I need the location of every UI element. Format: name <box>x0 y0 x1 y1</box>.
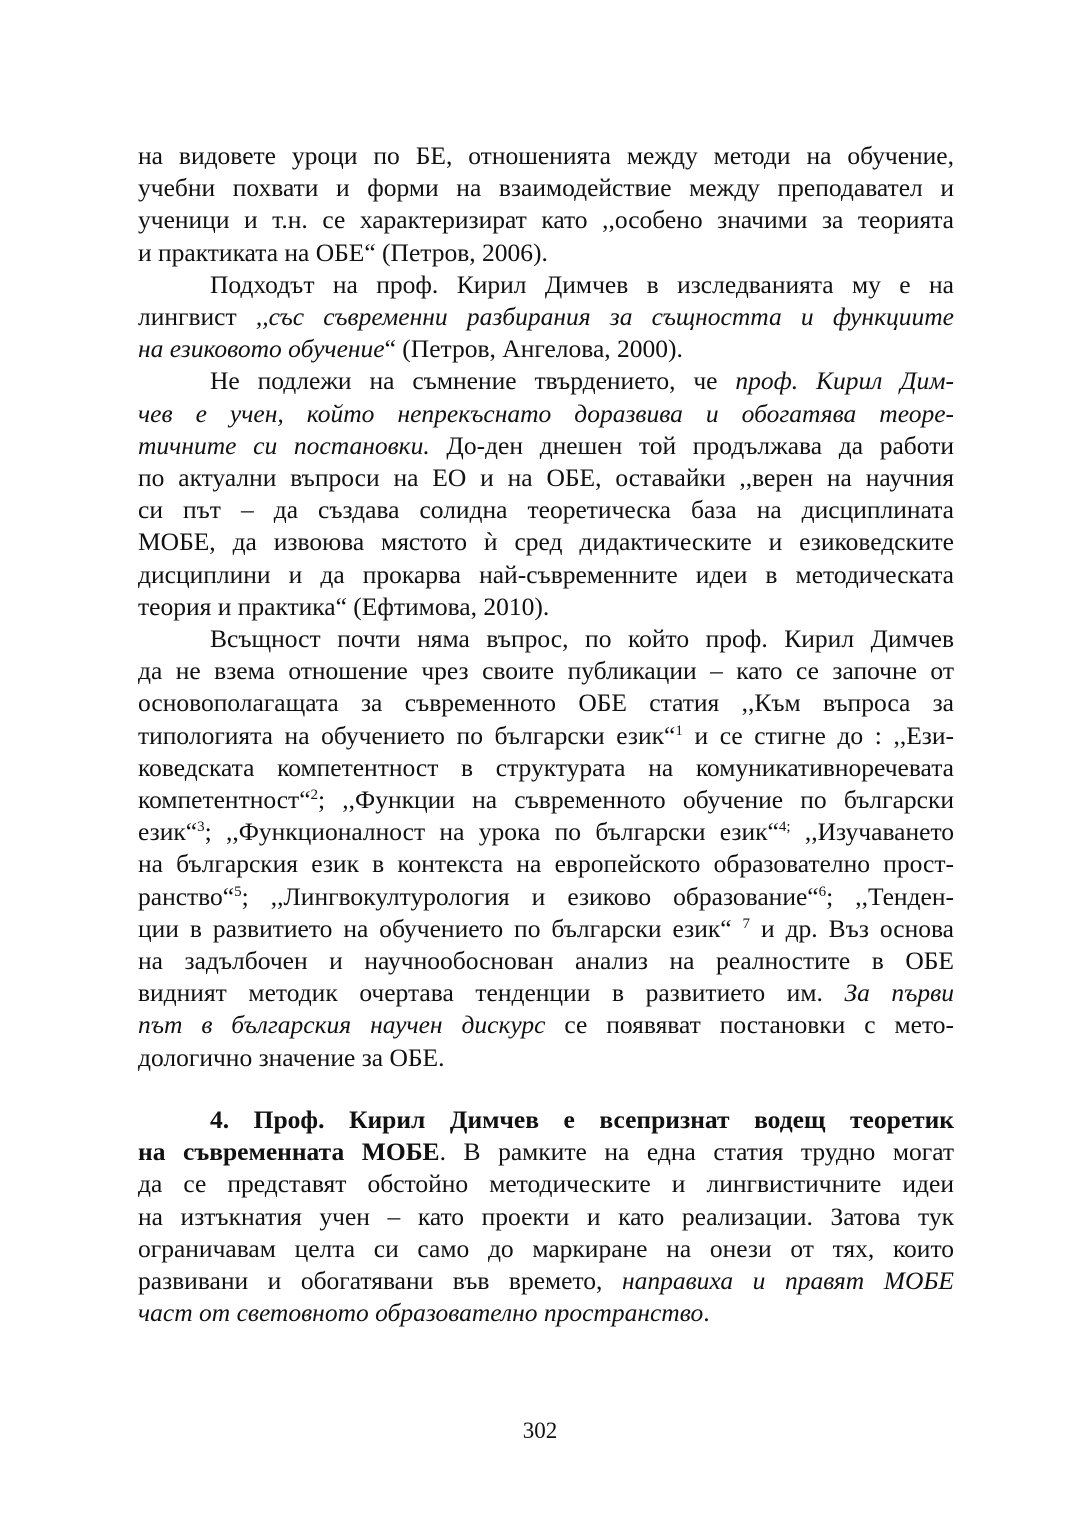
text-run: видният методик очертава тенденции в развитието им. <box>138 978 845 1008</box>
text-run: се появяват постановки с мето- <box>545 1010 954 1040</box>
text-line <box>138 269 954 301</box>
text-run: теория и практика“ (Ефтимова, 2010). <box>138 591 550 621</box>
text-line <box>138 945 954 977</box>
italic-text: проф. Кирил Дим- <box>735 366 954 396</box>
text-line <box>138 881 954 913</box>
text-run: учебни похвати и форми на взаимодействие между преподавател и <box>138 173 954 203</box>
text-line <box>138 591 954 623</box>
text-run: развивани и обогатявани във времето, <box>138 1265 622 1295</box>
text-run: и практиката на ОБЕ“ (Петров, 2006). <box>138 237 548 267</box>
text-run: . <box>703 1298 710 1328</box>
text-run: коведската компетентност в структурата на комуникативноречевата <box>138 752 954 782</box>
text-run: До-ден днешен той продължава да работи <box>429 430 954 460</box>
footnote-marker: 6 <box>818 883 827 900</box>
text-run: на българския език в контекста на европейското образователно прост- <box>138 849 954 879</box>
text-run: лингвист <box>138 302 256 332</box>
paragraph-1 <box>138 140 954 269</box>
text-run: на изтъкнатия учен – като проекти и като реализации. Затова тук <box>138 1201 954 1231</box>
text-run: ции в развитието на обучението по български език“ <box>138 913 743 943</box>
italic-text: път в българския научен дискурс <box>138 1010 546 1040</box>
text-run: и се стигне до : ,,Ези- <box>682 720 954 750</box>
italic-text: част от световното образователно пространство <box>138 1298 704 1328</box>
footnote-marker: 1 <box>675 722 683 739</box>
text-run: ограничавам целта си само до маркиране на онези от тях, които <box>138 1233 954 1263</box>
text-run: Всъщност почти няма въпрос, по който проф. Кирил Димчев <box>210 624 954 654</box>
text-run: ранство“ <box>138 881 235 911</box>
footnote-marker: 7 <box>742 915 751 932</box>
paragraph-2 <box>138 269 954 366</box>
footnote-marker: 3 <box>197 819 205 836</box>
text-run: дисциплини и да прокарва най-съвременните идеи в методическата <box>138 559 954 589</box>
bold-text: 4. Проф. Кирил Димчев е всепризнат водещ теоретик <box>210 1104 954 1134</box>
page-number: 302 <box>522 1418 558 1443</box>
text-line <box>138 720 954 752</box>
text-line <box>138 623 954 655</box>
text-run: език“ <box>138 817 198 847</box>
text-line <box>138 1104 954 1136</box>
text-line <box>138 1136 954 1168</box>
text-run: си път – да създава солидна теоретическа база на дисциплината <box>138 495 954 525</box>
text-run: по актуални въпроси на ЕО и на ОБЕ, оставайки ,,верен на научния <box>138 463 954 493</box>
text-line <box>138 752 954 784</box>
text-run: ученици и т.н. се характеризират като ,,особено значими за теорията <box>138 205 954 235</box>
text-run: типологията на обучението по български език“ <box>138 720 676 750</box>
text-line <box>138 398 954 430</box>
footnote-marker: 4; <box>778 819 791 836</box>
text-run: МОБЕ, да извоюва мястото ѝ сред дидактическите и езиковедските <box>138 527 954 557</box>
text-line <box>138 848 954 880</box>
text-line <box>138 977 954 1009</box>
text-line <box>138 204 954 236</box>
text-run: да не взема отношение чрез своите публикации – като се започне от <box>138 656 954 686</box>
text-line <box>138 494 954 526</box>
text-line <box>138 365 954 397</box>
text-line <box>138 301 954 333</box>
italic-text: За първи <box>844 978 954 1008</box>
document-body <box>138 140 954 1329</box>
italic-text: тичните си постановки. <box>138 430 430 460</box>
text-line <box>138 430 954 462</box>
text-line <box>138 1297 954 1329</box>
text-line <box>138 1168 954 1200</box>
bold-text: на съвременната МОБЕ <box>138 1137 440 1167</box>
footnote-marker: 2 <box>310 787 319 804</box>
text-run: Подходът на проф. Кирил Димчев в изследванията му е на <box>210 269 954 299</box>
text-line <box>138 655 954 687</box>
text-line <box>138 333 954 365</box>
text-line <box>138 462 954 494</box>
text-run: ; ,,Функционалност на урока по български език“ <box>204 817 779 847</box>
text-line <box>138 559 954 591</box>
text-line <box>138 237 954 269</box>
text-run: ; ,,Функции на съвременното обучение по български <box>318 785 954 815</box>
text-run: компетентност“ <box>138 785 311 815</box>
text-line <box>138 1201 954 1233</box>
text-line <box>138 913 954 945</box>
text-line <box>138 687 954 719</box>
text-line <box>138 140 954 172</box>
text-line <box>138 784 954 816</box>
paragraph-5-section-heading <box>138 1104 954 1329</box>
text-run: “ (Петров, Ангелова, 2000). <box>384 334 683 364</box>
text-run: ,,Изучаването <box>790 817 954 847</box>
italic-text: на езиковото обучение <box>138 334 385 364</box>
text-run: . В рамките на една статия трудно могат <box>439 1137 955 1167</box>
paragraph-4 <box>138 623 954 1074</box>
text-line <box>138 1265 954 1297</box>
text-line <box>138 526 954 558</box>
italic-text: направиха и правят МОБЕ <box>621 1265 954 1295</box>
text-run: и др. Въз основа <box>750 913 954 943</box>
text-run: на задълбочен и научнообоснован анализ на реалностите в ОБЕ <box>138 946 954 976</box>
italic-text: чев е учен, който непрекъснато доразвива и обогатява теоре- <box>138 398 954 428</box>
text-run: на видовете уроци по БЕ, отношенията между методи на обучение, <box>138 141 954 170</box>
italic-text: ,,със съвременни разбирания за същността и функциите <box>255 302 954 332</box>
text-line <box>138 172 954 204</box>
text-run: Не подлежи на съмнение твърдението, че <box>210 366 736 396</box>
text-line <box>138 1233 954 1265</box>
text-run: да се представят обстойно методическите и лингвистичните идеи <box>138 1169 954 1199</box>
text-run: дологично значение за ОБЕ. <box>138 1042 445 1072</box>
text-line <box>138 1042 954 1074</box>
footnote-marker: 5 <box>234 883 242 900</box>
text-run: ; ,,Тенден- <box>826 881 954 911</box>
text-line <box>138 816 954 848</box>
paragraph-3 <box>138 365 954 623</box>
text-run: ; ,,Лингвокултурология и езиково образование“ <box>241 881 819 911</box>
text-line <box>138 1009 954 1041</box>
text-run: основополагащата за съвременното ОБЕ статия ,,Към въпроса за <box>138 688 954 718</box>
